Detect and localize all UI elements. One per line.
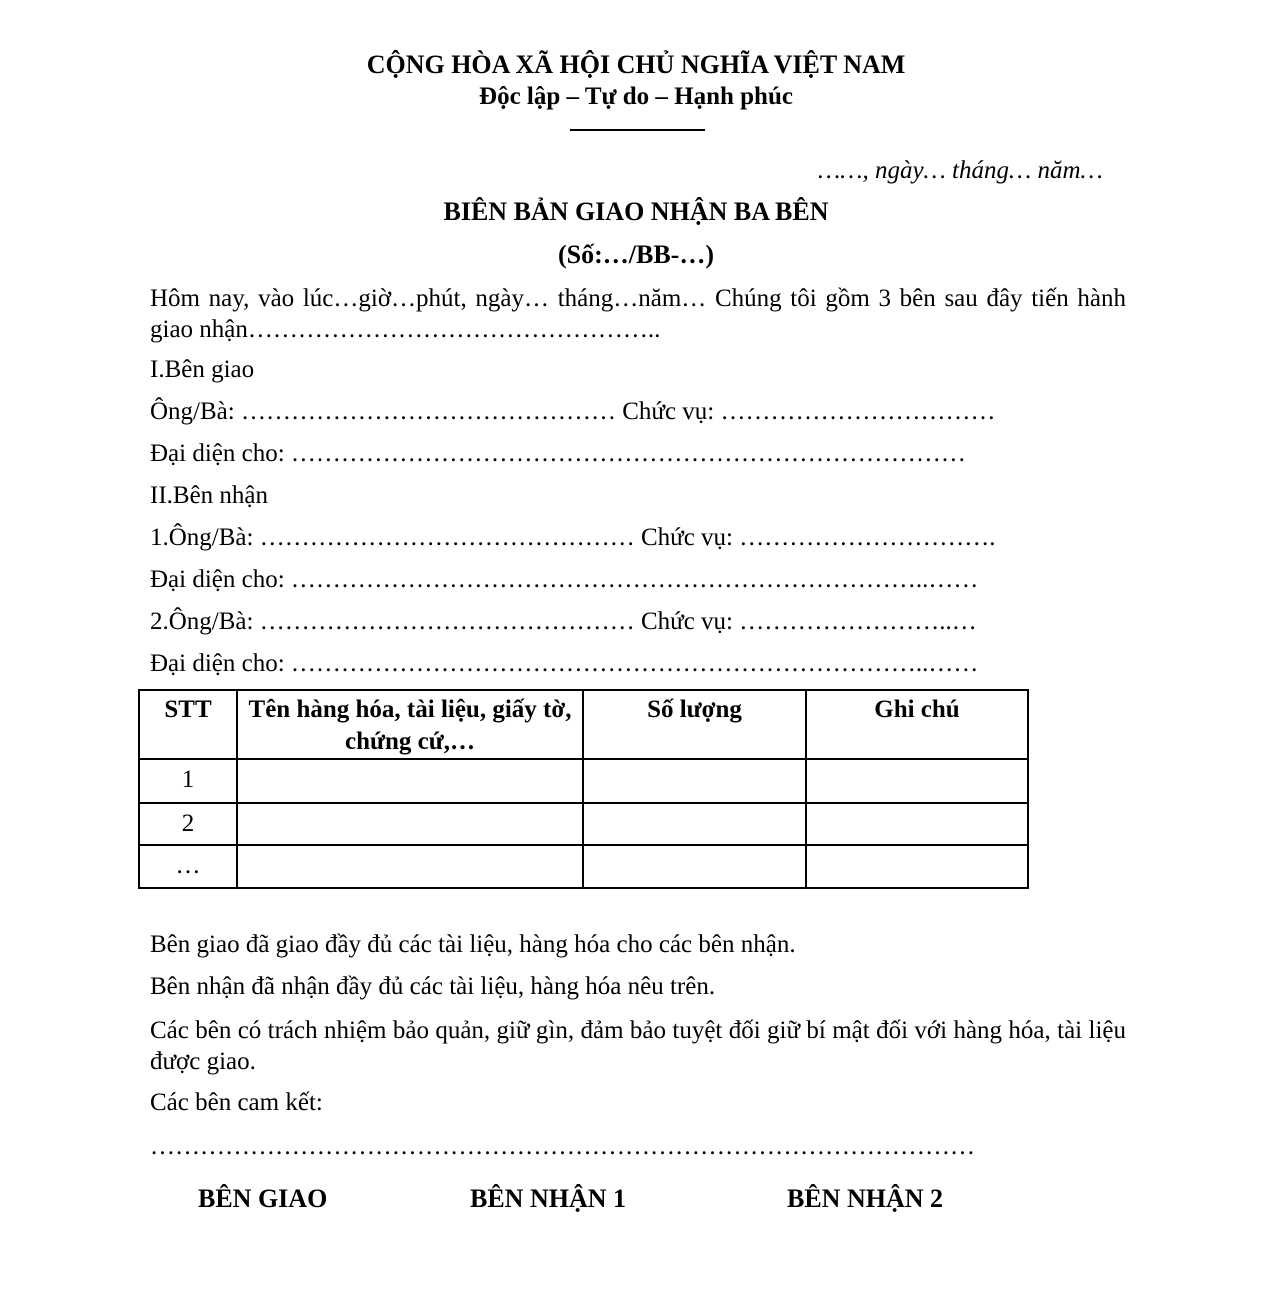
ben-giao-name-line: Ông/Bà: ……………………………………… Chức vụ: ……………………………: [150, 398, 996, 425]
motto: Độc lập – Tự do – Hạnh phúc: [479, 83, 793, 110]
header-stt: STT: [139, 690, 237, 759]
signature-ben-nhan-1: BÊN NHẬN 1: [470, 1184, 627, 1213]
section-ben-nhan-heading: II.Bên nhận: [150, 482, 269, 509]
statement-responsibility: Các bên có trách nhiệm bảo quản, giữ gìn, đảm bảo tuyệt đối giữ bí mật đối với hàng hóa, tài liệu được giao.: [150, 1017, 1126, 1075]
cell-quantity[interactable]: [583, 803, 806, 845]
date-line: ……, ngày… tháng… năm…: [818, 157, 1103, 184]
cell-note[interactable]: [806, 803, 1028, 845]
header-note: Ghi chú: [806, 690, 1028, 759]
national-title: CỘNG HÒA XÃ HỘI CHỦ NGHĨA VIỆT NAM: [366, 50, 906, 79]
signature-ben-nhan-2: BÊN NHẬN 2: [787, 1184, 944, 1213]
ben-nhan-1-representative-line: Đại diện cho: …………………………………………………………………..……: [150, 566, 979, 593]
cell-quantity[interactable]: [583, 845, 806, 888]
commitment-dotted-line[interactable]: ………………………………………………………………………………………: [150, 1133, 975, 1160]
table-row: [139, 803, 1028, 845]
signature-ben-giao: BÊN GIAO: [198, 1184, 328, 1213]
cell-quantity[interactable]: [583, 759, 806, 803]
cell-stt: 2: [139, 803, 237, 845]
table-header-row: [139, 690, 1028, 759]
section-ben-giao-heading: I.Bên giao: [150, 356, 255, 383]
cell-stt: 1: [139, 759, 237, 803]
cell-item-name[interactable]: [237, 845, 583, 888]
header-item-name: Tên hàng hóa, tài liệu, giấy tờ, chứng cứ,…: [237, 690, 583, 759]
cell-item-name[interactable]: [237, 803, 583, 845]
document-title: BIÊN BẢN GIAO NHẬN BA BÊN: [443, 197, 829, 226]
table-row: [139, 759, 1028, 803]
table-row: [139, 845, 1028, 888]
goods-table: [138, 689, 1029, 889]
ben-nhan-2-representative-line: Đại diện cho: …………………………………………………………………..……: [150, 650, 979, 677]
statement-commitment-label: Các bên cam kết:: [150, 1089, 323, 1116]
cell-stt: …: [139, 845, 237, 888]
cell-note[interactable]: [806, 845, 1028, 888]
cell-item-name[interactable]: [237, 759, 583, 803]
intro-paragraph: Hôm nay, vào lúc…giờ…phút, ngày… tháng…năm… Chúng tôi gồm 3 bên sau đây tiến hành giao nhận…………………………………………..: [150, 285, 1126, 343]
statement-delivered: Bên giao đã giao đầy đủ các tài liệu, hàng hóa cho các bên nhận.: [150, 931, 796, 958]
motto-underline: [570, 129, 705, 131]
header-quantity: Số lượng: [583, 690, 806, 759]
cell-note[interactable]: [806, 759, 1028, 803]
ben-nhan-2-name-line: 2.Ông/Bà: ……………………………………… Chức vụ: ……………………..…: [150, 608, 977, 635]
ben-nhan-1-name-line: 1.Ông/Bà: ……………………………………… Chức vụ: ………………………….: [150, 524, 996, 551]
ben-giao-representative-line: Đại diện cho: ………………………………………………………………………: [150, 440, 966, 467]
document-number: (Số:…/BB-…): [558, 240, 714, 269]
statement-received: Bên nhận đã nhận đầy đủ các tài liệu, hàng hóa nêu trên.: [150, 973, 716, 1000]
